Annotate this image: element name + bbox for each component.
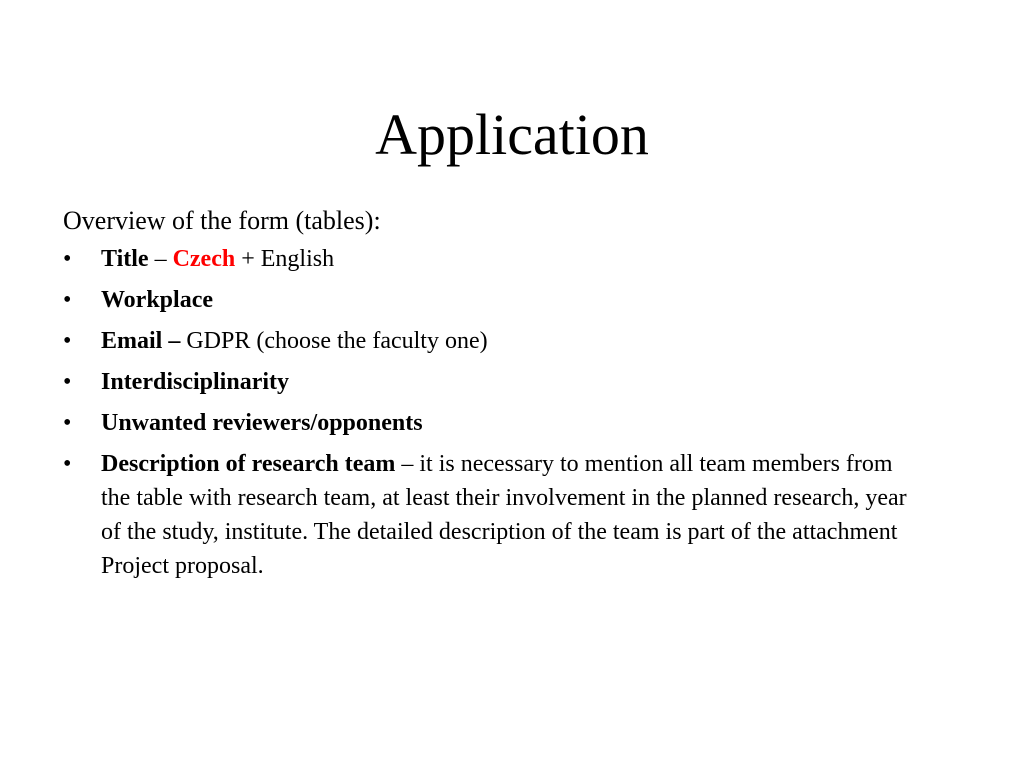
bullet-icon: • [63,246,72,272]
bullet-icon: • [63,328,72,354]
list-item-unwanted-reviewers [63,406,913,440]
item-label: Email – [101,328,187,354]
intro-text: Overview of the form (tables): [63,206,381,235]
list-item-email [63,324,913,358]
slide-body [63,204,913,590]
item-text: GDPR (choose the faculty one) [186,328,488,354]
list-item-title [63,242,913,276]
bullet-icon: • [63,410,72,436]
item-label: Title [101,246,149,272]
bullet-list [63,242,913,583]
item-label: Interdisciplinarity [101,369,290,395]
bullet-icon: • [63,369,72,395]
item-label: Workplace [101,287,213,313]
item-label: Unwanted reviewers/opponents [101,410,423,436]
list-item-workplace [63,283,913,317]
slide-title: Application [375,102,649,167]
item-separator: – [148,246,173,272]
bullet-icon: • [63,287,72,313]
bullet-icon: • [63,451,72,477]
item-highlight: Czech [172,246,236,272]
list-item-research-team [63,447,913,583]
item-label: Description of research team [101,451,396,477]
item-text: – it is necessary to mention all team members from the table with research team, at least their involvement in the planned research, year of the study, institute. The detailed description of the team is part of the attachment Project proposal. [101,451,907,579]
item-text: + English [235,246,335,272]
list-item-interdisciplinarity [63,365,913,399]
